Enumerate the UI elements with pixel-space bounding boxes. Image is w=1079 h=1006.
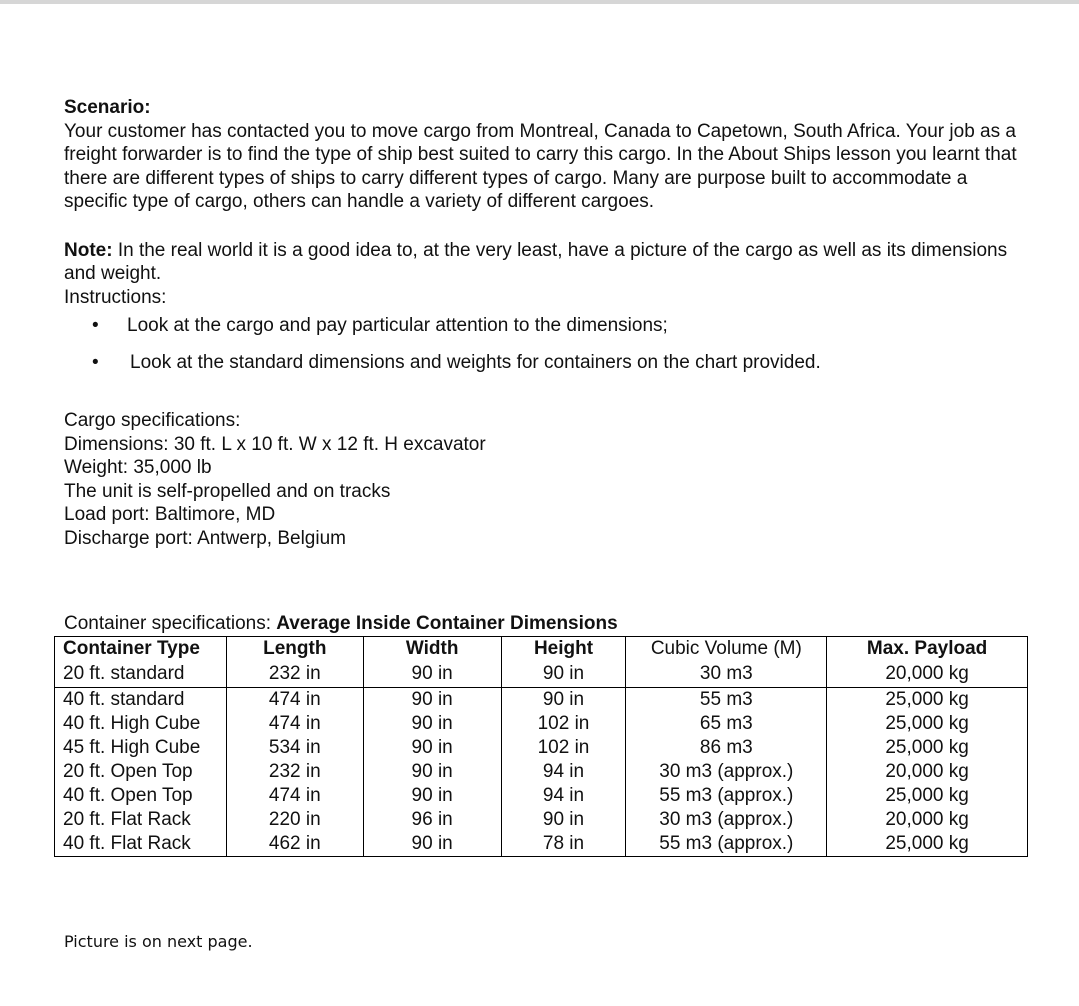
list-item: • Look at the standard dimensions and weights for containers on the chart provided. bbox=[92, 351, 821, 373]
note-paragraph bbox=[64, 239, 1024, 286]
table-header-row bbox=[55, 637, 1028, 662]
bullet-icon: • bbox=[92, 351, 99, 373]
table-row: 40 ft. standard 474 in 90 in 90 in 55 m3 25,000 kg bbox=[55, 688, 1028, 713]
column-header: Cubic Volume (M) bbox=[626, 637, 827, 662]
note-text: In the real world it is a good idea to, at the very least, have a picture of the cargo as well as its dimensions and weight. bbox=[64, 239, 1008, 284]
table-row: 40 ft. High Cube 474 in 90 in 102 in 65 m3 25,000 kg bbox=[55, 712, 1028, 736]
footnote: Picture is on next page. bbox=[64, 932, 253, 951]
table-row: 20 ft. Flat Rack 220 in 96 in 90 in 30 m3 (approx.) 20,000 kg bbox=[55, 808, 1028, 832]
instructions-heading: Instructions: bbox=[64, 286, 167, 308]
column-header: Container Type bbox=[55, 637, 227, 662]
cargo-propulsion: The unit is self-propelled and on tracks bbox=[64, 480, 391, 502]
table-row: 45 ft. High Cube 534 in 90 in 102 in 86 m3 25,000 kg bbox=[55, 736, 1028, 760]
table-row: 40 ft. Flat Rack 462 in 90 in 78 in 55 m3 (approx.) 25,000 kg bbox=[55, 832, 1028, 857]
cargo-weight: Weight: 35,000 lb bbox=[64, 457, 212, 478]
cargo-specifications bbox=[64, 409, 1024, 550]
cargo-load-port: Load port: Baltimore, MD bbox=[64, 504, 276, 525]
note-label: Note: bbox=[64, 239, 113, 261]
column-header: Length bbox=[226, 637, 363, 662]
cargo-heading: Cargo specifications: bbox=[64, 410, 241, 431]
bullet-icon: • bbox=[92, 315, 99, 336]
column-header: Height bbox=[501, 637, 626, 662]
container-table bbox=[54, 636, 1028, 857]
page-top-border bbox=[0, 0, 1079, 4]
document-body bbox=[64, 96, 1024, 550]
table-row: 20 ft. standard 232 in 90 in 90 in 30 m3 20,000 kg bbox=[55, 661, 1028, 688]
column-header: Max. Payload bbox=[827, 637, 1028, 662]
table-row: 20 ft. Open Top 232 in 90 in 94 in 30 m3 (approx.) 20,000 kg bbox=[55, 760, 1028, 784]
column-header: Width bbox=[363, 637, 501, 662]
table-row: 40 ft. Open Top 474 in 90 in 94 in 55 m3 (approx.) 25,000 kg bbox=[55, 784, 1028, 808]
container-table-caption: Container specifications: Average Inside Container Dimensions bbox=[64, 613, 618, 634]
instructions-list bbox=[64, 314, 1024, 374]
list-item: • Look at the cargo and pay particular attention to the dimensions; bbox=[92, 315, 668, 336]
scenario-text: Your customer has contacted you to move cargo from Montreal, Canada to Capetown, South Africa. Your job as a freight forwarder is to find the type of ship best suited to carry this cargo. In the About Ships lesson you learnt that there are different types of ships to carry different types of cargo. Many are purpose built to accommodate a specific type of cargo, others can handle a variety of different cargoes. bbox=[64, 120, 1017, 212]
cargo-discharge-port: Discharge port: Antwerp, Belgium bbox=[64, 527, 346, 549]
scenario-heading: Scenario: bbox=[64, 97, 151, 118]
cargo-dimensions: Dimensions: 30 ft. L x 10 ft. W x 12 ft. H excavator bbox=[64, 433, 486, 455]
